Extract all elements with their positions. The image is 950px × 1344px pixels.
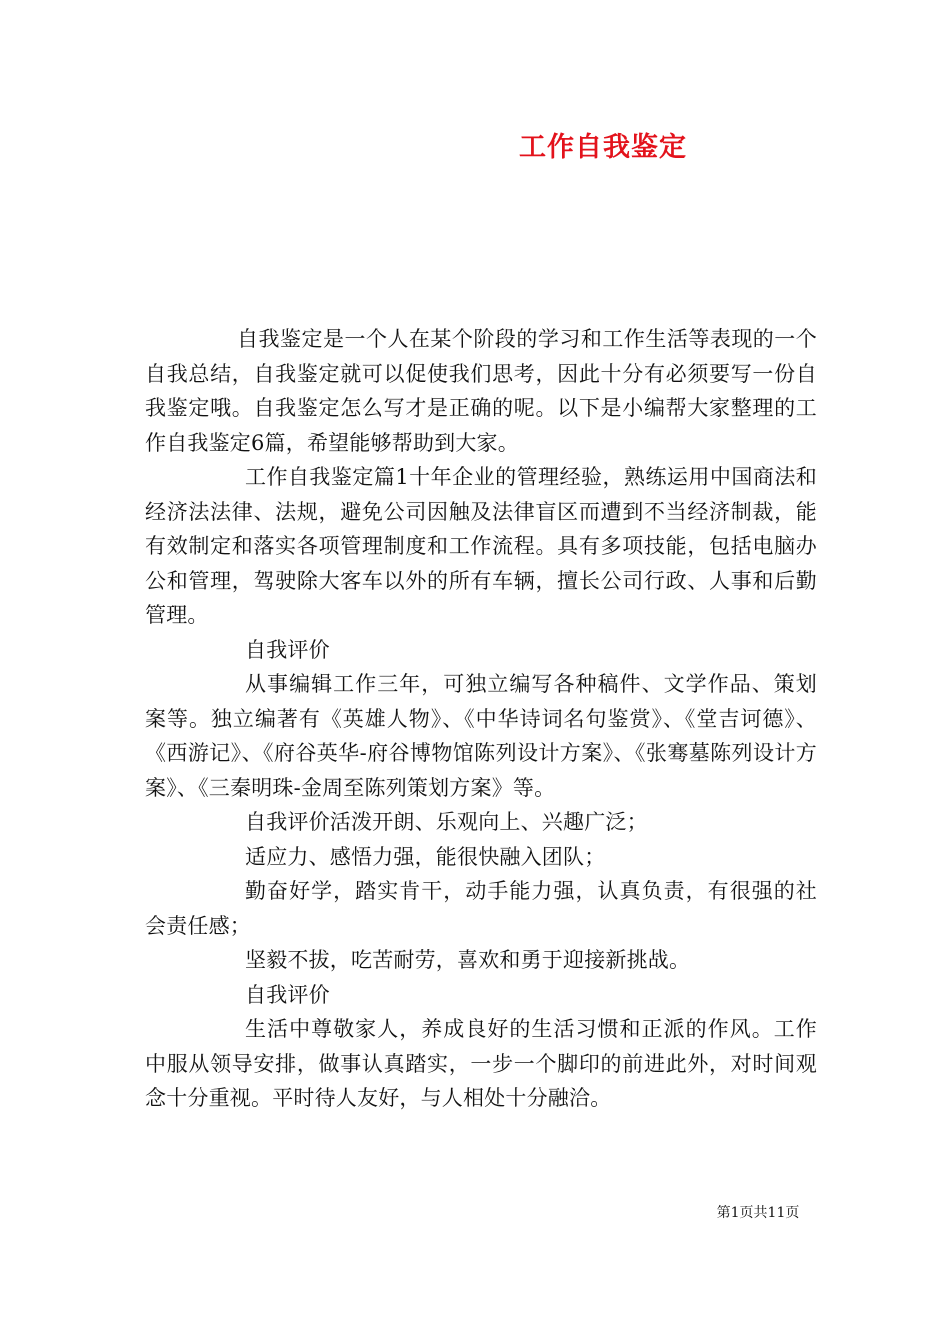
paragraph-editing-work: 从事编辑工作三年，可独立编写各种稿件、文学作品、策划案等。独立编著有《英雄人物》、《中华诗词名句鉴赏》、《堂吉诃德》、《西游记》、《府谷英华-府谷博物馆陈列设计方案》、《张骞墓陈列设计方案》、《三秦明珠-金周至陈列策划方案》等。 — [145, 672, 817, 800]
paragraph-life-and-work: 生活中尊敬家人，养成良好的生活习惯和正派的作风。工作中服从领导安排，做事认真踏实，一步一个脚印的前进此外，对时间观念十分重视。平时待人友好，与人相处十分融洽。 — [145, 1017, 817, 1110]
paragraph-personality: 自我评价活泼开朗、乐观向上、兴趣广泛； — [245, 810, 648, 834]
document-body — [145, 322, 817, 1116]
paragraph-heading-self-evaluation: 自我评价 — [245, 637, 330, 662]
paragraph-heading-self-evaluation-2: 自我评价 — [245, 982, 330, 1007]
paragraph-perseverance: 坚毅不拔，吃苦耐劳，喜欢和勇于迎接新挑战。 — [245, 948, 691, 972]
paragraph-section-1: 工作自我鉴定篇1十年企业的管理经验，熟练运用中国商法和经济法法律、法规，避免公司因触及法律盲区而遭到不当经济制裁，能有效制定和落实各项管理制度和工作流程。具有多项技能，包括电脑办公和管理，驾驶除大客车以外的所有车辆，擅长公司行政、人事和后勤管理。 — [145, 465, 817, 627]
document-title: 工作自我鉴定 — [519, 132, 687, 163]
paragraph-diligence: 勤奋好学，踏实肯干，动手能力强，认真负责，有很强的社会责任感； — [145, 879, 817, 938]
paragraph-intro: 自我鉴定是一个人在某个阶段的学习和工作生活等表现的一个自我总结，自我鉴定就可以促使我们思考，因此十分有必须要写一份自我鉴定哦。自我鉴定怎么写才是正确的呢。以下是小编帮大家整理的工作自我鉴定6篇，希望能够帮助到大家。 — [145, 327, 817, 455]
page-footer: 第1页共11页 — [716, 1205, 800, 1221]
paragraph-adaptability: 适应力、感悟力强，能很快融入团队； — [245, 844, 606, 869]
